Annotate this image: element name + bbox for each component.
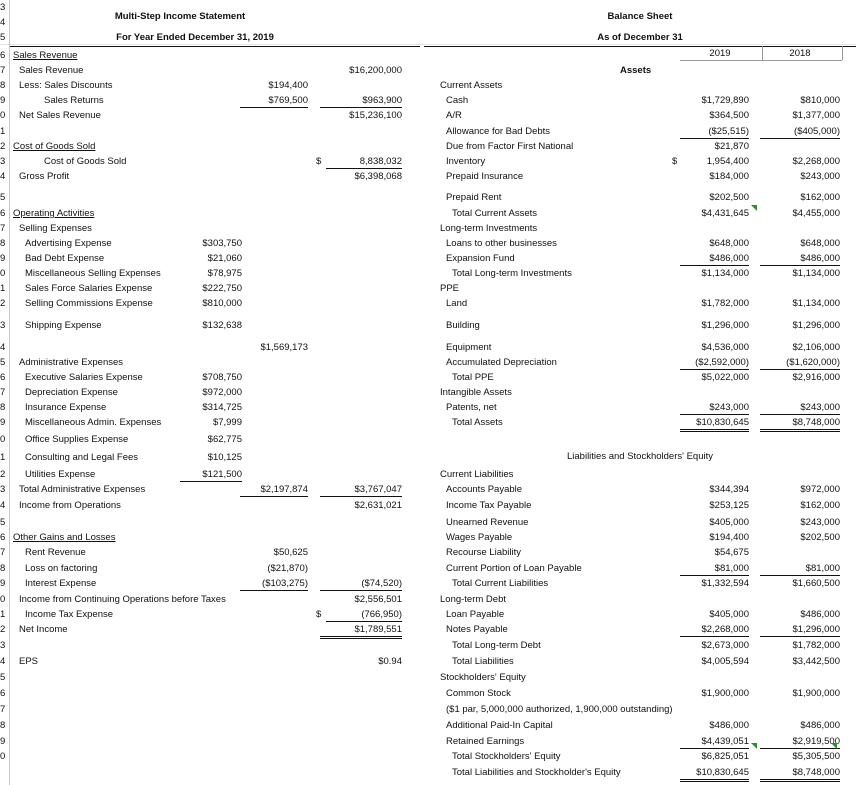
utilities-label: Utilities Expense <box>25 469 96 480</box>
balance-row-label: Inventory <box>446 156 486 167</box>
balance-row-label: Total Long-term Debt <box>452 640 541 651</box>
balance-value-2019: $4,431,645 <box>701 208 749 219</box>
row-number[interactable]: 3 <box>0 640 6 651</box>
balance-value-2019: $253,125 <box>709 500 749 511</box>
exec-salaries-value: $708,750 <box>202 372 242 383</box>
net-income-value: $1,789,551 <box>320 624 402 639</box>
balance-row-label: Total Stockholders' Equity <box>452 751 561 762</box>
column-header-2018: 2018 <box>789 48 811 59</box>
row-number[interactable]: 6 <box>0 50 6 61</box>
total-admin-label: Total Administrative Expenses <box>19 484 146 495</box>
balance-value-2019: $405,000 <box>709 517 749 528</box>
balance-row-label: Total PPE <box>452 372 494 383</box>
balance-value-2018: $81,000 <box>760 563 840 576</box>
operating-activities-header: Operating Activities <box>13 208 95 219</box>
balance-row-label: Cash <box>446 95 469 106</box>
balance-value-2019: $1,782,000 <box>701 298 749 309</box>
balance-row-label: Total Liabilities and Stockholder's Equity <box>452 767 621 778</box>
bad-debt-label: Bad Debt Expense <box>25 253 105 264</box>
balance-value-2019: $184,000 <box>709 171 749 182</box>
sales-force-value: $222,750 <box>202 283 242 294</box>
balance-row-label: Intangible Assets <box>440 387 512 398</box>
balance-value-2019: 1,954,400 <box>706 156 749 167</box>
balance-value-2019: $4,005,594 <box>701 656 749 667</box>
income-continuing-label: Income from Continuing Operations before Taxes <box>19 594 226 605</box>
balance-value-2018: $1,660,500 <box>792 578 840 589</box>
cell-flag-icon <box>751 205 757 211</box>
balance-row-label: Wages Payable <box>446 532 513 543</box>
balance-value-2019: $10,830,645 <box>680 767 749 782</box>
insurance-label: Insurance Expense <box>25 402 107 413</box>
row-number[interactable]: 0 <box>0 110 6 121</box>
row-number[interactable]: 1 <box>0 283 6 294</box>
liabilities-header: Liabilities and Stockholders' Equity <box>567 451 713 462</box>
balance-value-2018: $972,000 <box>800 484 840 495</box>
balance-row-label: Common Stock <box>446 688 511 699</box>
row-number[interactable]: 6 <box>0 372 6 383</box>
gross-profit-value: $6,398,068 <box>354 171 402 182</box>
balance-value-2018: $162,000 <box>800 500 840 511</box>
balance-row-label: Accumulated Depreciation <box>446 357 557 368</box>
balance-value-2019: $1,134,000 <box>701 268 749 279</box>
row-number[interactable]: 3 <box>0 156 6 167</box>
row-number[interactable]: 9 <box>0 578 6 589</box>
balance-value-2018: $2,919,500 <box>760 736 840 749</box>
balance-value-2018: $243,000 <box>760 402 840 415</box>
sales-returns-total: $963,900 <box>320 95 402 108</box>
balance-row-label: Current Portion of Loan Payable <box>446 563 582 574</box>
income-tax-label: Income Tax Expense <box>25 609 114 620</box>
balance-value-2018: $8,748,000 <box>760 417 840 432</box>
balance-row-label: Long-term Debt <box>440 594 507 605</box>
balance-value-2019: $81,000 <box>680 563 749 576</box>
row-number[interactable]: 9 <box>0 736 6 747</box>
advertising-label: Advertising Expense <box>25 238 112 249</box>
selling-total-value: $1,569,173 <box>260 342 308 353</box>
interest-expense-value: ($103,275) <box>240 578 308 591</box>
sales-discounts-label: Less: Sales Discounts <box>19 80 113 91</box>
balance-row-label: Total Liabilities <box>452 656 514 667</box>
balance-value-2019: $364,500 <box>709 110 749 121</box>
balance-row-label: Long-term Investments <box>440 223 538 234</box>
row-number[interactable]: 0 <box>0 434 6 445</box>
income-continuing-value: $2,556,501 <box>354 594 402 605</box>
total-opex-value: $3,767,047 <box>320 484 402 497</box>
balance-row-label: Notes Payable <box>446 624 508 635</box>
row-number[interactable]: 5 <box>0 192 6 203</box>
balance-row-label: Building <box>446 320 480 331</box>
row-number[interactable]: 5 <box>0 32 6 43</box>
row-number[interactable]: 9 <box>0 95 6 106</box>
row-number[interactable]: 2 <box>0 469 6 480</box>
row-number[interactable]: 8 <box>0 720 6 731</box>
balance-value-2018: $810,000 <box>800 95 840 106</box>
row-number[interactable]: 4 <box>0 500 6 511</box>
balance-row-label: Income Tax Payable <box>446 500 532 511</box>
balance-value-2018: $4,455,000 <box>792 208 840 219</box>
row-number[interactable]: 6 <box>0 208 6 219</box>
selling-commissions-label: Selling Commissions Expense <box>25 298 153 309</box>
income-statement-subtitle: For Year Ended December 31, 2019 <box>116 32 274 43</box>
net-sales-label: Net Sales Revenue <box>19 110 101 121</box>
balance-value-2019: $21,870 <box>714 141 749 152</box>
sales-returns-value: $769,500 <box>240 95 308 108</box>
balance-row-label: Loans to other businesses <box>446 238 557 249</box>
balance-value-2018: $1,134,000 <box>792 298 840 309</box>
balance-value-2019: $243,000 <box>680 402 749 415</box>
balance-value-2019: $1,900,000 <box>701 688 749 699</box>
row-number[interactable]: 5 <box>0 517 6 528</box>
balance-value-2018: ($1,620,000) <box>760 357 840 370</box>
row-number[interactable]: 5 <box>0 672 6 683</box>
balance-row-label: Total Current Assets <box>452 208 538 219</box>
cell-flag-icon <box>831 743 837 749</box>
balance-value-2018: $486,000 <box>800 609 840 620</box>
other-gains-header: Other Gains and Losses <box>13 532 116 543</box>
selling-expenses-header: Selling Expenses <box>19 223 92 234</box>
balance-value-2018: $1,782,000 <box>792 640 840 651</box>
balance-value-2018: $648,000 <box>800 238 840 249</box>
balance-value-2019: $486,000 <box>709 720 749 731</box>
income-statement-title: Multi-Step Income Statement <box>114 11 246 22</box>
cogs-label: Cost of Goods Sold <box>44 156 127 167</box>
row-number[interactable]: 5 <box>0 357 6 368</box>
row-number[interactable]: 8 <box>0 563 6 574</box>
row-number[interactable]: 6 <box>0 532 6 543</box>
balance-value-2019: $2,673,000 <box>701 640 749 651</box>
current-assets-header: Current Assets <box>440 80 503 91</box>
balance-value-2018: $2,106,000 <box>792 342 840 353</box>
office-supplies-value: $62,775 <box>207 434 242 445</box>
balance-value-2018: $2,268,000 <box>792 156 840 167</box>
row-number[interactable]: 9 <box>0 253 6 264</box>
cogs-header: Cost of Goods Sold <box>13 141 96 152</box>
sales-force-label: Sales Force Salaries Expense <box>25 283 153 294</box>
balance-value-2018: $243,000 <box>800 517 840 528</box>
row-number[interactable]: 4 <box>0 171 6 182</box>
sales-revenue-value: $16,200,000 <box>349 65 402 76</box>
assets-header: Assets <box>620 65 652 76</box>
sales-discounts-value: $194,400 <box>268 80 308 91</box>
depreciation-value: $972,000 <box>202 387 242 398</box>
exec-salaries-label: Executive Salaries Expense <box>25 372 143 383</box>
balance-value-2019: $5,022,000 <box>701 372 749 383</box>
row-number[interactable]: 7 <box>0 387 6 398</box>
balance-row-label: Accounts Payable <box>446 484 523 495</box>
row-number[interactable]: 2 <box>0 298 6 309</box>
balance-value-2019: ($2,592,000) <box>680 357 749 370</box>
misc-admin-value: $7,999 <box>212 417 242 428</box>
row-number[interactable]: 4 <box>0 656 6 667</box>
income-tax-dollar: $ <box>316 609 322 620</box>
row-number[interactable]: 1 <box>0 609 6 620</box>
balance-row-label: Expansion Fund <box>446 253 515 264</box>
sales-revenue-label: Sales Revenue <box>19 65 84 76</box>
balance-row-label: Prepaid Insurance <box>446 171 524 182</box>
balance-value-2018: $5,305,500 <box>792 751 840 762</box>
balance-value-2019: $54,675 <box>714 547 749 558</box>
depreciation-label: Depreciation Expense <box>25 387 118 398</box>
total-admin-value: $2,197,874 <box>240 484 308 497</box>
row-number[interactable]: 6 <box>0 688 6 699</box>
balance-value-2019: $648,000 <box>709 238 749 249</box>
balance-value-2019: $405,000 <box>709 609 749 620</box>
inventory-dollar: $ <box>672 156 678 167</box>
balance-value-2018: $486,000 <box>760 253 840 266</box>
balance-sheet-subtitle: As of December 31 <box>597 32 683 43</box>
rent-revenue-value: $50,625 <box>273 547 308 558</box>
income-tax-value: (766,950) <box>326 609 402 622</box>
other-total-value: ($74,520) <box>320 578 402 591</box>
misc-selling-value: $78,975 <box>207 268 242 279</box>
balance-value-2019: $4,439,051 <box>680 736 749 749</box>
balance-row-label: Total Assets <box>452 417 503 428</box>
insurance-value: $314,725 <box>202 402 242 413</box>
balance-value-2018: $3,442,500 <box>792 656 840 667</box>
balance-value-2019: $1,729,890 <box>701 95 749 106</box>
interest-expense-label: Interest Expense <box>25 578 97 589</box>
balance-value-2019: $486,000 <box>680 253 749 266</box>
balance-value-2018: $162,000 <box>800 192 840 203</box>
row-number[interactable]: 0 <box>0 268 6 279</box>
balance-value-2018: $202,500 <box>800 532 840 543</box>
balance-row-label: A/R <box>446 110 462 121</box>
row-number[interactable]: 4 <box>0 342 6 353</box>
misc-admin-label: Miscellaneous Admin. Expenses <box>25 417 162 428</box>
misc-selling-label: Miscellaneous Selling Expenses <box>25 268 161 279</box>
row-number[interactable]: 7 <box>0 547 6 558</box>
balance-value-2018: $1,900,000 <box>792 688 840 699</box>
row-number[interactable]: 7 <box>0 704 6 715</box>
selling-commissions-value: $810,000 <box>202 298 242 309</box>
admin-expenses-header: Administrative Expenses <box>19 357 124 368</box>
office-supplies-label: Office Supplies Expense <box>25 434 129 445</box>
balance-row-label: Equipment <box>446 342 492 353</box>
balance-value-2018: $243,000 <box>800 171 840 182</box>
utilities-value: $121,500 <box>180 469 242 482</box>
row-number[interactable]: 0 <box>0 751 6 762</box>
balance-value-2019: $344,394 <box>709 484 749 495</box>
rent-revenue-label: Rent Revenue <box>25 547 86 558</box>
row-number[interactable]: 7 <box>0 65 6 76</box>
balance-row-label: Loan Payable <box>446 609 505 620</box>
consulting-value: $10,125 <box>207 452 242 463</box>
row-number[interactable]: 9 <box>0 417 6 428</box>
balance-row-label: Current Liabilities <box>440 469 514 480</box>
row-number[interactable]: 3 <box>0 2 6 13</box>
shipping-value: $132,638 <box>202 320 242 331</box>
row-number[interactable]: 8 <box>0 402 6 413</box>
balance-row-label: Due from Factor First National <box>446 141 574 152</box>
balance-value-2019: ($25,515) <box>680 126 749 139</box>
shipping-label: Shipping Expense <box>25 320 102 331</box>
row-number[interactable]: 4 <box>0 17 6 28</box>
balance-value-2018: $1,377,000 <box>792 110 840 121</box>
balance-row-label: Recourse Liability <box>446 547 521 558</box>
advertising-value: $303,750 <box>202 238 242 249</box>
row-number[interactable]: 3 <box>0 484 6 495</box>
row-number[interactable]: 7 <box>0 223 6 234</box>
balance-row-label: Additional Paid-In Capital <box>446 720 553 731</box>
bad-debt-value: $21,060 <box>207 253 242 264</box>
row-number[interactable]: 3 <box>0 320 6 331</box>
balance-row-label: Retained Earnings <box>446 736 525 747</box>
balance-value-2018: $1,296,000 <box>792 320 840 331</box>
balance-value-2019: $10,830,645 <box>680 417 749 432</box>
balance-value-2019: $1,296,000 <box>701 320 749 331</box>
balance-sheet-title: Balance Sheet <box>607 11 673 22</box>
cell-flag-icon <box>751 743 757 749</box>
balance-value-2019: $2,268,000 <box>680 624 749 637</box>
balance-value-2018: $2,916,000 <box>792 372 840 383</box>
balance-row-label: Allowance for Bad Debts <box>446 126 551 137</box>
row-number[interactable]: 2 <box>0 141 6 152</box>
sales-returns-label: Sales Returns <box>44 95 104 106</box>
sales-revenue-header: Sales Revenue <box>13 50 78 61</box>
balance-row-label: Patents, net <box>446 402 497 413</box>
income-operations-value: $2,631,021 <box>354 500 402 511</box>
row-number[interactable]: 1 <box>0 126 6 137</box>
balance-row-label: Stockholders' Equity <box>440 672 526 683</box>
eps-value: $0.94 <box>378 656 402 667</box>
row-number[interactable]: 1 <box>0 452 6 463</box>
balance-row-label: Unearned Revenue <box>446 517 529 528</box>
balance-value-2019: $6,825,051 <box>701 751 749 762</box>
row-number[interactable]: 8 <box>0 238 6 249</box>
balance-value-2018: $1,296,000 <box>760 624 840 637</box>
gross-profit-label: Gross Profit <box>19 171 70 182</box>
cogs-value: 8,838,032 <box>326 156 402 169</box>
net-income-label: Net Income <box>19 624 68 635</box>
balance-row-label: Total Current Liabilities <box>452 578 549 589</box>
balance-row-label: Prepaid Rent <box>446 192 502 203</box>
net-sales-value: $15,236,100 <box>349 110 402 121</box>
income-operations-label: Income from Operations <box>19 500 121 511</box>
cogs-dollar: $ <box>316 156 322 167</box>
balance-row-label: Land <box>446 298 468 309</box>
row-number[interactable]: 8 <box>0 80 6 91</box>
balance-row-label: Total Long-term Investments <box>452 268 572 279</box>
consulting-label: Consulting and Legal Fees <box>25 452 139 463</box>
balance-row-label: ($1 par, 5,000,000 authorized, 1,900,000 outstanding) <box>446 704 673 715</box>
balance-value-2018: $1,134,000 <box>792 268 840 279</box>
balance-value-2018: ($405,000) <box>760 126 840 139</box>
balance-value-2018: $8,748,000 <box>760 767 840 782</box>
row-number[interactable]: 0 <box>0 594 6 605</box>
eps-label: EPS <box>19 656 39 667</box>
balance-row-label: PPE <box>440 283 460 294</box>
balance-value-2019: $1,332,594 <box>701 578 749 589</box>
loss-factoring-label: Loss on factoring <box>25 563 98 574</box>
balance-value-2019: $202,500 <box>709 192 749 203</box>
balance-value-2019: $194,400 <box>709 532 749 543</box>
column-header-2019: 2019 <box>709 48 731 59</box>
balance-value-2018: $486,000 <box>800 720 840 731</box>
row-number[interactable]: 2 <box>0 624 6 635</box>
loss-factoring-value: ($21,870) <box>267 563 308 574</box>
balance-value-2019: $4,536,000 <box>701 342 749 353</box>
